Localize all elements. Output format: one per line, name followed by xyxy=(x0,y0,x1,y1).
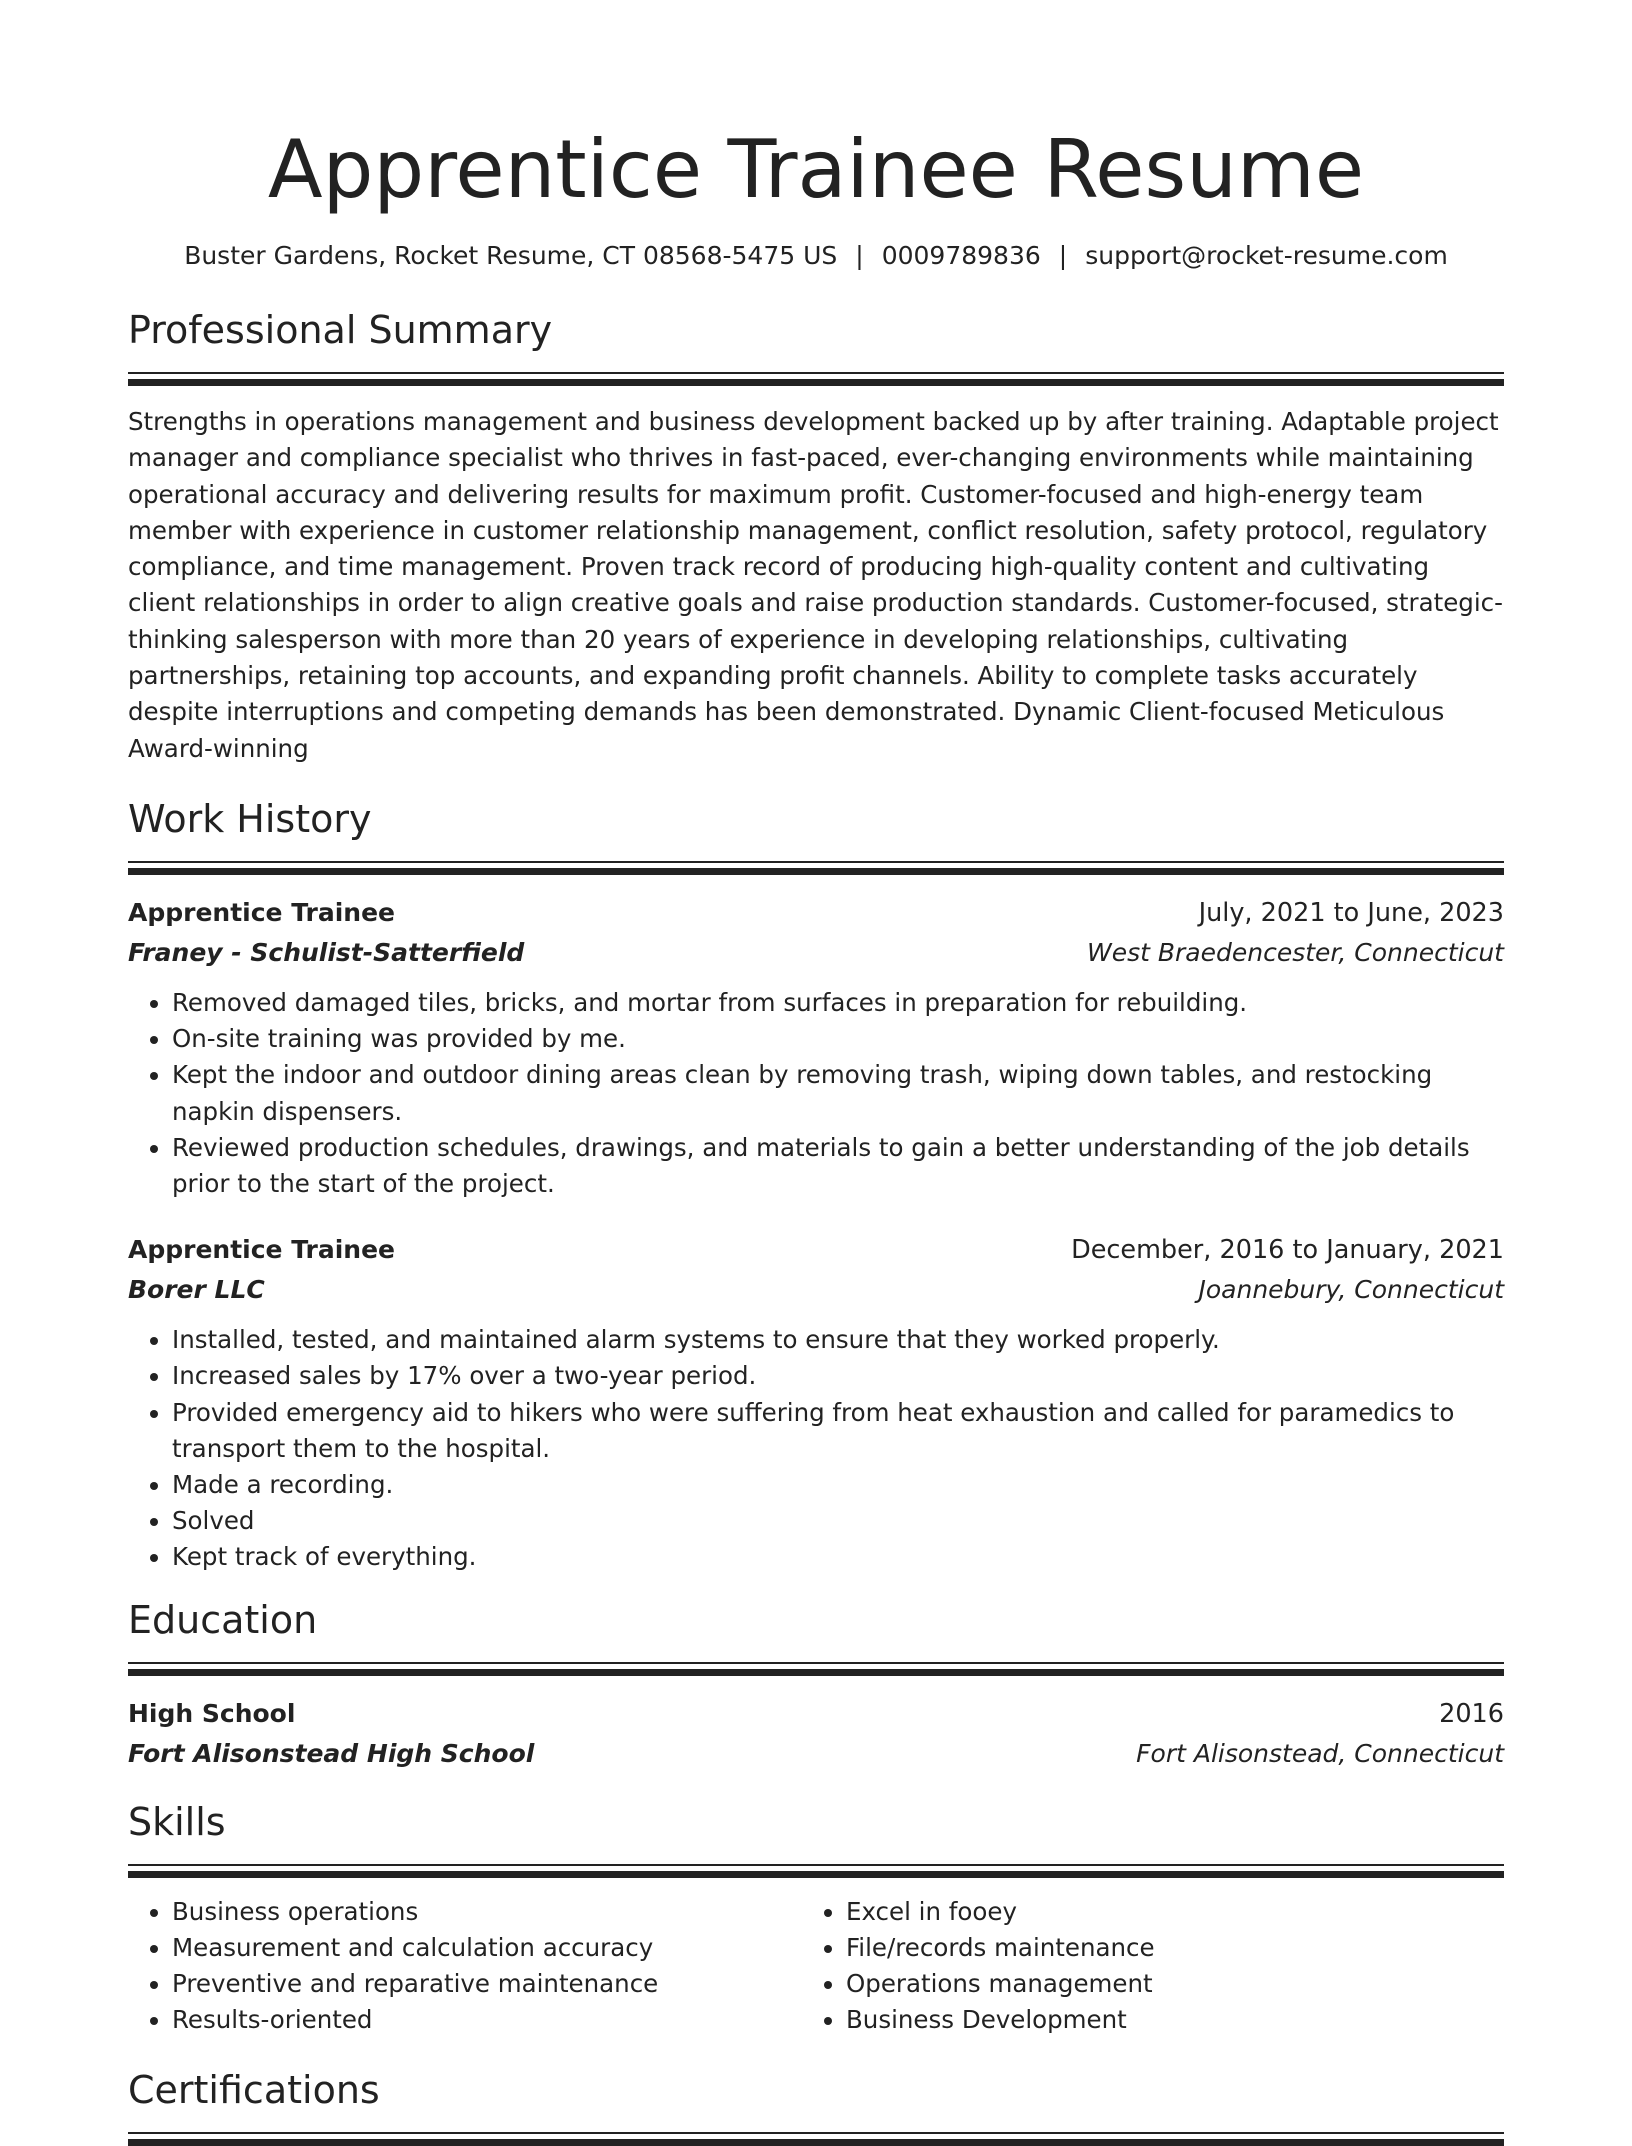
contact-email: support@rocket-resume.com xyxy=(1085,241,1448,270)
section-divider xyxy=(128,2132,1504,2146)
job-company-row xyxy=(128,1270,1504,1310)
education-school: Fort Alisonstead High School xyxy=(128,1738,535,1768)
skill-item: • Preventive and reparative maintenance xyxy=(172,1966,802,2002)
job-duty: • Made a recording. xyxy=(172,1467,1504,1503)
education-school-row xyxy=(128,1734,1504,1774)
work-history-section xyxy=(128,793,1504,1576)
skills-column-right xyxy=(802,1894,1476,2039)
education-location: Fort Alisonstead, Connecticut xyxy=(1136,1738,1504,1768)
job-entry xyxy=(128,893,1504,1202)
education-entry xyxy=(128,1694,1504,1774)
contact-address: Buster Gardens, Rocket Resume, CT 08568-5475 US xyxy=(184,241,838,270)
job-dates: July, 2021 to June, 2023 xyxy=(1198,897,1504,928)
skill-item: • Business Development xyxy=(846,2002,1476,2038)
skill-item: • Results-oriented xyxy=(172,2002,802,2038)
section-title-education: Education xyxy=(128,1597,318,1642)
contact-phone: 0009789836 xyxy=(881,241,1041,270)
job-dates: December, 2016 to January, 2021 xyxy=(1071,1235,1504,1266)
section-title-summary: Professional Summary xyxy=(128,308,553,352)
skills-column-left xyxy=(128,1894,802,2039)
job-header-row xyxy=(128,1230,1504,1270)
job-duty: • Removed damaged tiles, bricks, and mortar from surfaces in preparation for rebuilding. xyxy=(172,985,1504,1021)
skill-item: • File/records maintenance xyxy=(846,1930,1476,1966)
job-duty: • Kept the indoor and outdoor dining areas clean by removing trash, wiping down tables, and restocking napkin dispensers. xyxy=(172,1057,1504,1129)
job-duties-list xyxy=(128,985,1504,1202)
education-year: 2016 xyxy=(1439,1698,1504,1729)
skill-item: • Excel in fooey xyxy=(846,1894,1476,1930)
job-location: West Braedencester, Connecticut xyxy=(1086,937,1504,967)
resume-title: Apprentice Trainee Resume xyxy=(267,123,1365,216)
section-title-skills: Skills xyxy=(128,1799,226,1844)
job-duty: • Kept track of everything. xyxy=(172,1539,1504,1575)
job-duty: • Reviewed production schedules, drawings, and materials to gain a better understanding of the job details prior to the start of the project. xyxy=(172,1130,1504,1202)
job-entry xyxy=(128,1230,1504,1575)
skill-item: • Business operations xyxy=(172,1894,802,1930)
education-header-row xyxy=(128,1694,1504,1734)
job-duty: • Solved xyxy=(172,1503,1504,1539)
section-divider xyxy=(128,1864,1504,1878)
contact-separator: | xyxy=(855,241,864,270)
job-duty: • Increased sales by 17% over a two-year period. xyxy=(172,1358,1504,1394)
job-company: Franey - Schulist-Satterfield xyxy=(128,937,525,967)
job-title: Apprentice Trainee xyxy=(128,1235,396,1265)
job-duty: • On-site training was provided by me. xyxy=(172,1021,1504,1057)
job-duties-list xyxy=(128,1322,1504,1575)
skill-item: • Operations management xyxy=(846,1966,1476,2002)
section-divider xyxy=(128,1662,1504,1676)
skills-section xyxy=(128,1796,1504,2039)
skills-list xyxy=(802,1894,1476,2039)
skills-list xyxy=(128,1894,802,2039)
section-title-certifications: Certifications xyxy=(128,2068,380,2113)
section-divider xyxy=(128,861,1504,875)
section-divider xyxy=(128,372,1504,386)
education-section xyxy=(128,1594,1504,1774)
job-header-row xyxy=(128,893,1504,933)
summary-text: Strengths in operations management and business development backed up by after training. Adaptable project manager and compliance specialist who thrives in fast-paced, ever-changing environments while maintaining operational accuracy and delivering results for maximum profit. Customer-focused and high-energy team member with experience in customer relationship management, conflict resolution, safety protocol, regulatory compliance, and time management. Proven track record of producing high-quality content and cultivating client relationships in order to align creative goals and raise production standards. Customer-focused, strategic-thinking salesperson with more than 20 years of experience in developing relationships, cultivating partnerships, retaining top accounts, and expanding profit channels. Ability to complete tasks accurately despite interruptions and competing demands has been demonstrated. Dynamic Client-focused Meticulous Award-winning xyxy=(128,407,1503,763)
contact-separator: | xyxy=(1058,241,1068,270)
section-title-work-history: Work History xyxy=(128,796,372,841)
certifications-section xyxy=(128,2064,1504,2146)
skills-grid xyxy=(128,1894,1504,2039)
job-company: Borer LLC xyxy=(128,1275,265,1305)
summary-section xyxy=(128,304,1504,767)
job-duty: • Installed, tested, and maintained alarm systems to ensure that they worked properly. xyxy=(172,1322,1504,1358)
education-degree: High School xyxy=(128,1698,296,1728)
job-company-row xyxy=(128,933,1504,973)
job-duty: • Provided emergency aid to hikers who were suffering from heat exhaustion and called for paramedics to transport them to the hospital. xyxy=(172,1395,1504,1467)
job-title: Apprentice Trainee xyxy=(128,897,396,927)
contact-line xyxy=(128,238,1504,274)
skill-item: • Measurement and calculation accuracy xyxy=(172,1930,802,1966)
job-location: Joannebury, Connecticut xyxy=(1198,1275,1504,1305)
